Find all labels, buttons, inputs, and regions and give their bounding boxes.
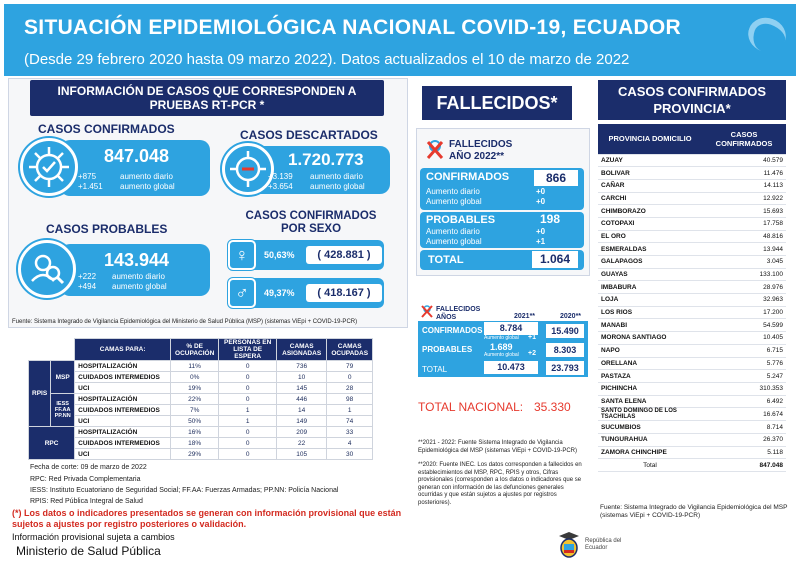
probables-total: 143.944 xyxy=(104,250,170,270)
table-row: NAPO 6.715 xyxy=(598,344,786,357)
virus-discarded-icon xyxy=(222,143,274,195)
fall-conf-val: 866 xyxy=(534,170,578,186)
fall-prob-label: PROBABLES xyxy=(426,214,496,226)
fall-total-val: 1.064 xyxy=(532,251,578,268)
female-pct: 50,63% xyxy=(264,250,295,260)
table-total-row: Total 847.048 xyxy=(598,459,786,472)
table-row: AZUAY 40.579 xyxy=(598,154,786,167)
years-title: FALLECIDOS AÑOS xyxy=(436,306,481,321)
table-row: SANTA ELENA 6.492 xyxy=(598,395,786,408)
male-val: ( 418.167 ) xyxy=(306,284,382,302)
male-icon: ♂ xyxy=(228,278,256,308)
hosp-note-2: RPC: Red Privada Complementaria xyxy=(30,476,141,483)
page-title: SITUACIÓN EPIDEMIOLÓGICA NACIONAL COVID-19, ECUADOR xyxy=(24,16,682,39)
table-row: MANABI 54.599 xyxy=(598,319,786,332)
table-row: TUNGURAHUA 26.370 xyxy=(598,433,786,446)
table-row: ZAMORA CHINCHIPE 5.118 xyxy=(598,446,786,459)
search-person-icon xyxy=(18,240,76,298)
table-row: ESMERALDAS 13.944 xyxy=(598,243,786,256)
probables-global: +494 xyxy=(78,282,97,291)
col-provincia: PROVINCIA DOMICILIO xyxy=(598,124,702,154)
male-pct: 49,37% xyxy=(264,288,295,298)
table-row: BOLIVAR 11.476 xyxy=(598,167,786,180)
confirmados-global: +1.451 xyxy=(78,182,103,191)
fallecidos-year-title: FALLECIDOS AÑO 2022** xyxy=(449,139,513,162)
rtpcr-title: INFORMACIÓN DE CASOS QUE CORRESPONDEN A PRUEBAS RT-PCR * xyxy=(30,80,384,116)
hdr-ocupadas: CAMAS OCUPADAS xyxy=(327,339,373,361)
table-row: CARCHI 12.922 xyxy=(598,192,786,205)
col-casos: CASOS CONFIRMADOS xyxy=(702,124,786,154)
table-row: CUIDADOS INTERMEDIOS 18% 0 22 4 xyxy=(29,438,373,449)
female-val: ( 428.881 ) xyxy=(306,246,382,264)
hospital-table xyxy=(28,338,373,460)
table-row: UCI 19% 0 145 28 xyxy=(29,383,373,394)
provincia-table xyxy=(598,124,786,472)
fall-note-2: **2020: Fuente INEC. Los datos corresponden a fallecidos en establecimientos del MSP, RPC, RPIS y otros, Cifras provisionales (corresponden a los datos o indicadores que se generan con información de las defunciones generales ocurridas y que están sujetos a ajustes por registros posteriores). xyxy=(418,462,582,506)
table-row: EL ORO 48.816 xyxy=(598,230,786,243)
ministry-name: Ministerio de Salud Pública xyxy=(16,544,161,558)
table-row: GALAPAGOS 3.045 xyxy=(598,256,786,269)
group-msp: MSP xyxy=(51,361,75,394)
confirmados-diario: +875 xyxy=(78,172,97,181)
rtpcr-source: Fuente: Sistema Integrado de Vigilancia Epidemiológica del Ministerio de Salud Pública (MSP) (sistemas ViEpi + COVID-19-PCR) xyxy=(12,319,358,325)
fall-conf-label: CONFIRMADOS xyxy=(426,171,510,183)
hdr-camas: CAMAS PARA: xyxy=(75,339,171,361)
ecuador-emblem-icon xyxy=(556,530,582,560)
fall-prob-val: 198 xyxy=(540,212,561,226)
probables-diario: +222 xyxy=(78,272,97,281)
table-row: SANTO DOMINGO DE LOS TSACHILAS 16.674 xyxy=(598,408,786,421)
descartados-diario-label: aumento diario xyxy=(310,172,363,181)
probables-label: CASOS PROBABLES xyxy=(46,222,168,236)
table-row: UCI 29% 0 105 30 xyxy=(29,449,373,460)
table-row: SUCUMBIOS 8.714 xyxy=(598,421,786,434)
death-years-icon xyxy=(420,304,434,318)
fall-total-label: TOTAL xyxy=(428,254,464,266)
hosp-note-3: IESS: Instituto Ecuatoriano de Seguridad Social; FF.AA: Fuerzas Armadas; PP.NN: Policía Nacional xyxy=(30,487,339,494)
republica-text: República del Ecuador xyxy=(585,538,622,551)
warning-text: (*) Los datos o indicadores presentados se generan con información provisional que están sujetos a ajustes por registro posteriores o validación. xyxy=(12,508,402,529)
descartados-global: +3.654 xyxy=(268,182,293,191)
confirmados-diario-label: aumento diario xyxy=(120,172,173,181)
group-iess: IESS FF.AA PP.NN xyxy=(51,394,75,427)
table-row: MORONA SANTIAGO 10.405 xyxy=(598,332,786,345)
page-subtitle: (Desde 29 febrero 2020 hasta 09 marzo 2022). Datos actualizados el 10 de marzo de 2022 xyxy=(24,51,630,68)
table-row: COTOPAXI 17.758 xyxy=(598,217,786,230)
hdr-asignadas: CAMAS ASIGNADAS xyxy=(277,339,327,361)
table-row: RPIS MSP HOSPITALIZACIÓN 11% 0 736 79 xyxy=(29,361,373,372)
death-icon xyxy=(424,138,446,160)
table-row: PASTAZA 5.247 xyxy=(598,370,786,383)
table-row: CUIDADOS INTERMEDIOS 7% 1 14 1 xyxy=(29,405,373,416)
hdr-espera: PERSONAS EN LISTA DE ESPERA xyxy=(219,339,277,361)
table-row: CHIMBORAZO 15.693 xyxy=(598,205,786,218)
fallecidos-title: FALLECIDOS* xyxy=(422,86,572,120)
table-row: RPC HOSPITALIZACIÓN 16% 0 209 33 xyxy=(29,427,373,438)
confirmados-total: 847.048 xyxy=(104,146,170,166)
hosp-note-4: RPIS: Red Pública Integral de Salud xyxy=(30,498,143,505)
table-row: PICHINCHA 310.353 xyxy=(598,382,786,395)
table-row: IMBABURA 28.976 xyxy=(598,281,786,294)
confirmados-global-label: aumento global xyxy=(120,182,175,191)
table-row: LOJA 32.963 xyxy=(598,294,786,307)
probables-diario-label: aumento diario xyxy=(112,272,165,281)
national-label: TOTAL NACIONAL: xyxy=(418,400,524,414)
descartados-global-label: aumento global xyxy=(310,182,365,191)
table-row: IESS FF.AA PP.NN HOSPITALIZACIÓN 22% 0 446 98 xyxy=(29,394,373,405)
table-row: CUIDADOS INTERMEDIOS 0% 0 10 0 xyxy=(29,372,373,383)
table-row: ORELLANA 5.776 xyxy=(598,357,786,370)
sexo-label: CASOS CONFIRMADOS POR SEXO xyxy=(245,210,377,235)
descartados-diario: +3.139 xyxy=(268,172,293,181)
descartados-label: CASOS DESCARTADOS xyxy=(240,128,378,142)
group-rpis: RPIS xyxy=(29,361,51,427)
hosp-note-1: Fecha de corte: 09 de marzo de 2022 xyxy=(30,464,147,471)
virus-icon xyxy=(20,138,78,196)
descartados-total: 1.720.773 xyxy=(288,150,364,169)
national-total: 35.330 xyxy=(534,400,571,414)
provisional-text: Información provisional sujeta a cambios xyxy=(12,532,175,542)
female-icon: ♀ xyxy=(228,240,256,270)
table-row: GUAYAS 133.100 xyxy=(598,268,786,281)
provincia-title: CASOS CONFIRMADOS PROVINCIA* xyxy=(598,80,786,120)
table-row: LOS RIOS 17.200 xyxy=(598,306,786,319)
decor-swirl-icon xyxy=(743,13,790,58)
provincia-source: Fuente: Sistema Integrado de Vigilancia Epidemiológica del MSP (sistemas ViEpi + COVID-19-PCR) xyxy=(600,504,788,519)
hdr-ocupacion: % DE OCUPACIÓN xyxy=(171,339,219,361)
table-row: UCI 50% 1 149 74 xyxy=(29,416,373,427)
confirmados-label: CASOS CONFIRMADOS xyxy=(38,122,175,136)
table-row: CAÑAR 14.113 xyxy=(598,179,786,192)
group-rpc: RPC xyxy=(29,427,75,460)
fall-note-1: **2021 - 2022: Fuente Sistema Integrado de Vigilancia Epidemiológica del MSP (sistemas ViEpi + COVID-19-PCR) xyxy=(418,440,578,454)
header-banner xyxy=(4,4,796,76)
probables-global-label: aumento global xyxy=(112,282,167,291)
